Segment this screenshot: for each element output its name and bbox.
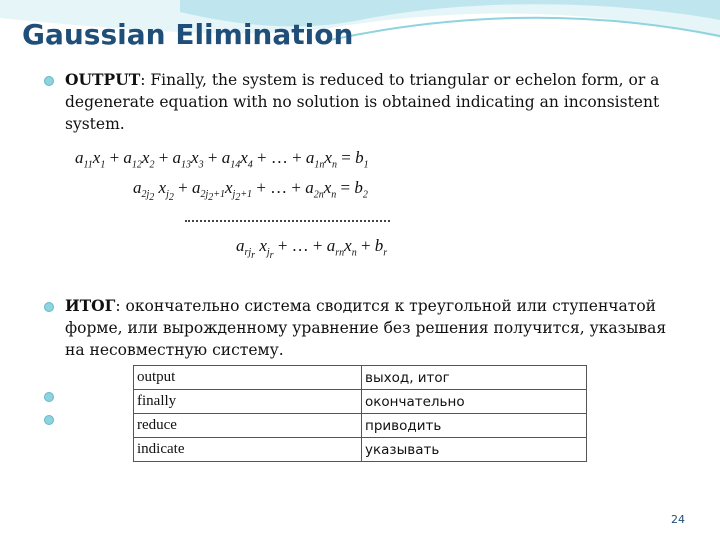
bullet-itog-body: : окончательно система сводится к треугольной или ступенчатой форме, или вырожденному уравнение без решения получится, указывая на несовместную систему.	[65, 297, 667, 359]
rhs-2: b	[354, 178, 363, 197]
dotted-separator	[185, 220, 390, 222]
bullet-output-text	[65, 69, 675, 135]
term-ru: указывать	[362, 438, 587, 462]
term-en: indicate	[134, 438, 362, 462]
glossary-table	[133, 365, 587, 462]
equation-row-2: $a_{2j_2}$ $x_{j_2} + a_{2j_2+1}x_{j_2+1}$ + … + $a_{2n}x_n = b_2$	[133, 178, 368, 204]
term-en: finally	[134, 390, 362, 414]
bullet-output-body: : Finally, the system is reduced to triangular or echelon form, or a degenerate equation with no solution is obtained indicating an inconsistent system.	[65, 71, 660, 133]
term-itog: ИТОГ	[65, 296, 116, 315]
term-ru: приводить	[362, 414, 587, 438]
bullet-icon	[44, 302, 54, 312]
term-output: OUTPUT	[65, 70, 141, 89]
bullet-icon	[44, 392, 54, 402]
bullet-itog-text	[65, 295, 675, 361]
equation-row-r: $a_{rj_r}$ $x_{j_r}$ + … + $a_{rn}x_n + b_r$	[236, 236, 388, 262]
table-row	[134, 366, 587, 390]
rhs-1: b	[355, 148, 364, 167]
table-row	[134, 414, 587, 438]
term-ru: выход, итог	[362, 366, 587, 390]
equation-row-1: $a_{11}x_1 + a_{12}x_2 + a_{13}x_3 + a_{14}x_4$ + … + $a_{1n}x_n = b_1$	[75, 148, 369, 171]
bullet-icon	[44, 415, 54, 425]
term-en: output	[134, 366, 362, 390]
term-ru: окончательно	[362, 390, 587, 414]
rhs-r: b	[374, 236, 384, 255]
bullet-icon	[44, 76, 54, 86]
page-number: 24	[671, 513, 685, 526]
term-en: reduce	[134, 414, 362, 438]
table-row	[134, 438, 587, 462]
table-row	[134, 390, 587, 414]
slide-title: Gaussian Elimination	[22, 18, 354, 51]
